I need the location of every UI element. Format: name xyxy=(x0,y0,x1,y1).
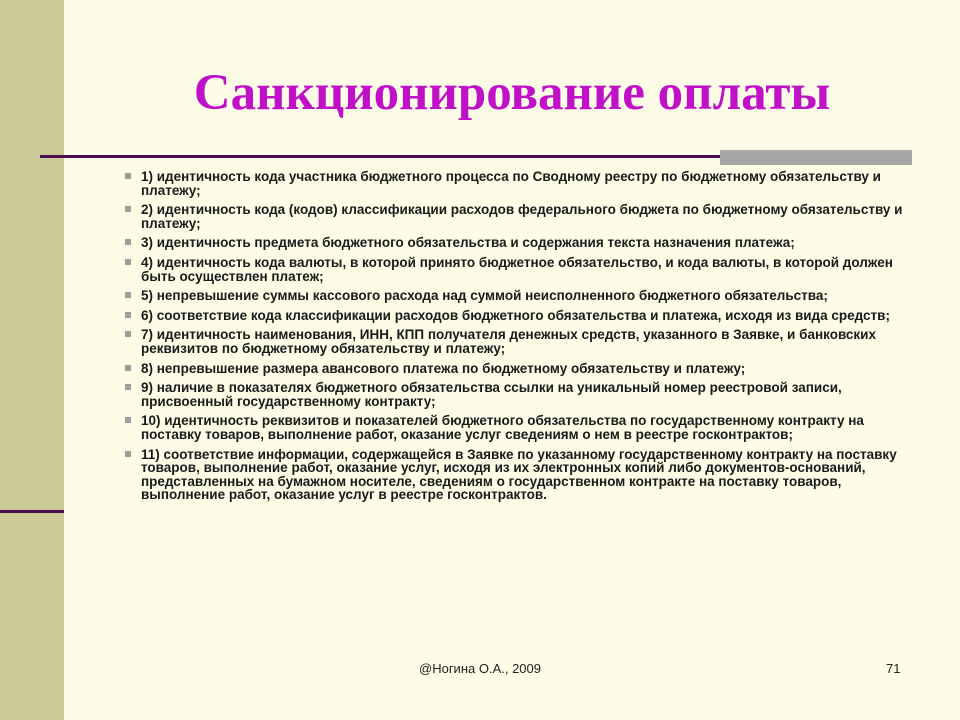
bullet-square-icon xyxy=(125,239,131,245)
bullet-text: 10) идентичность реквизитов и показателей бюджетного обязательства по государственному контракту на поставку товаров, выполнение работ, оказание услуг сведениям о нем в реестре госконтрактов; xyxy=(141,413,864,442)
bullet-square-icon xyxy=(125,206,131,212)
bullet-item-11 xyxy=(132,448,912,502)
bullet-text: 5) непревышение суммы кассового расхода над суммой неисполненного бюджетного обязательства; xyxy=(141,288,828,304)
bullet-item-1 xyxy=(132,170,912,197)
decor-grey-block xyxy=(720,150,912,165)
bullet-text: 9) наличие в показателях бюджетного обязательства ссылки на уникальный номер реестровой записи, присвоенный государственному контракту; xyxy=(141,380,842,409)
bullet-item-2 xyxy=(132,203,912,230)
bullet-text: 4) идентичность кода валюты, в которой принято бюджетное обязательство, и кода валюты, в которой должен быть осуществлен платеж; xyxy=(141,254,893,284)
bullet-item-8 xyxy=(132,362,912,376)
left-decor-line xyxy=(0,510,64,513)
bullet-square-icon xyxy=(125,417,131,423)
page-number: 71 xyxy=(886,661,901,676)
bullet-square-icon xyxy=(125,384,131,390)
bullet-square-icon xyxy=(125,173,131,179)
bullet-list xyxy=(132,170,912,508)
bullet-item-5 xyxy=(132,289,912,303)
footer-author: @Ногина О.А., 2009 xyxy=(419,661,541,676)
bullet-text: 2) идентичность кода (кодов) классификации расходов федерального бюджета по бюджетному обязательству и платежу; xyxy=(141,202,903,231)
bullet-item-3 xyxy=(132,236,912,250)
bullet-text: 11) соответствие информации, содержащейся в Заявке по указанному государственному контракту на поставку товаров, выполнение работ, оказание услуг, исходя из их электронных копий либо документов-оснований, представленных на бумажном носителе, сведениям о государственном контракте на поставку товаров, выполнение работ, оказание услуг в реестре госконтрактов. xyxy=(141,446,897,503)
bullet-square-icon xyxy=(125,331,131,337)
bullet-square-icon xyxy=(125,292,131,298)
bullet-text: 8) непревышение размера авансового платежа по бюджетному обязательству и платежу; xyxy=(141,360,746,376)
bullet-text: 6) соответствие кода классификации расходов бюджетного обязательства и платежа, исходя из вида средств; xyxy=(141,307,890,323)
bullet-item-9 xyxy=(132,381,912,408)
bullet-item-10 xyxy=(132,414,912,441)
left-decor-bar xyxy=(0,0,64,720)
bullet-text: 3) идентичность предмета бюджетного обязательства и содержания текста назначения платежа; xyxy=(141,235,795,251)
bullet-square-icon xyxy=(125,259,131,265)
slide-title: Санкционирование оплаты xyxy=(193,65,831,121)
bullet-item-6 xyxy=(132,309,912,323)
bullet-square-icon xyxy=(125,365,131,371)
bullet-item-4 xyxy=(132,256,912,283)
bullet-text: 1) идентичность кода участника бюджетного процесса по Сводному реестру по бюджетному обязательству и платежу; xyxy=(141,169,881,198)
bullet-item-7 xyxy=(132,328,912,355)
bullet-square-icon xyxy=(125,312,131,318)
bullet-text: 7) идентичность наименования, ИНН, КПП получателя денежных средств, указанного в Заявке, и банковских реквизитов по бюджетному обязательству и платежу; xyxy=(141,327,876,356)
bullet-square-icon xyxy=(125,451,131,457)
